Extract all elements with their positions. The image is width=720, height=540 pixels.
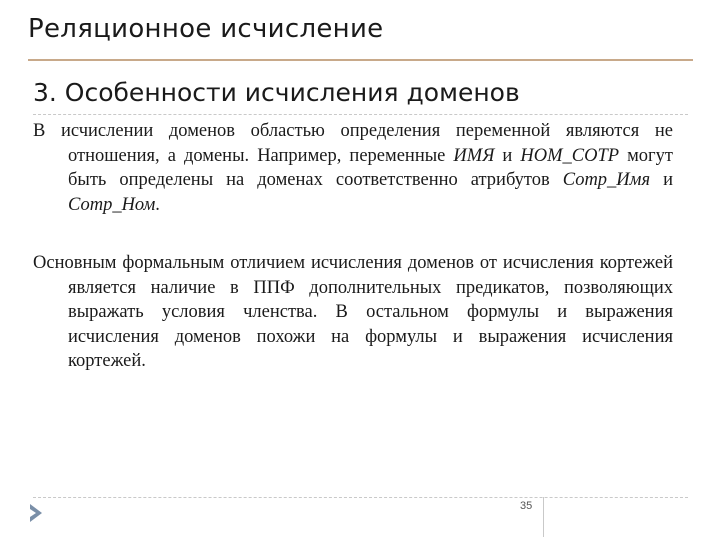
paragraph1-text-a: В исчислении доменов областью определения переменной являются не отношения, а домены. Например, переменные — [33, 121, 673, 166]
paragraph-differences: Основным формальным отличием исчисления доменов от исчисления кортежей является наличие в ППФ дополнительных предикатов, позволяющих выражать условия членства. В остальном формулы и выражения исчисления доменов похожи на формулы и выражения исчисления кортежей. — [33, 253, 673, 371]
attribute-emp-num: Сотр_Ном — [68, 194, 156, 215]
paragraph1-text-e: . — [155, 194, 160, 215]
subtitle-divider — [33, 114, 688, 115]
paragraph1-text-d: и — [650, 170, 673, 190]
slide-subtitle: 3. Особенности исчисления доменов — [33, 78, 520, 107]
page-number: 35 — [520, 500, 533, 512]
paragraph1-text-c: могут быть определены на доменах соответственно атрибутов — [68, 145, 673, 190]
variable-emp-num: НОМ_СОТР — [520, 145, 620, 166]
chevron-right-icon[interactable] — [28, 502, 44, 524]
page-number-tick — [543, 497, 544, 537]
paragraph1-text-b: и — [494, 145, 521, 166]
variable-name: ИМЯ — [453, 145, 495, 166]
slide-title: Реляционное исчисление — [28, 14, 384, 44]
paragraph-domains — [33, 119, 673, 217]
title-divider — [28, 59, 693, 61]
footer-divider — [33, 497, 688, 498]
attribute-emp-name: Сотр_Имя — [562, 170, 651, 190]
